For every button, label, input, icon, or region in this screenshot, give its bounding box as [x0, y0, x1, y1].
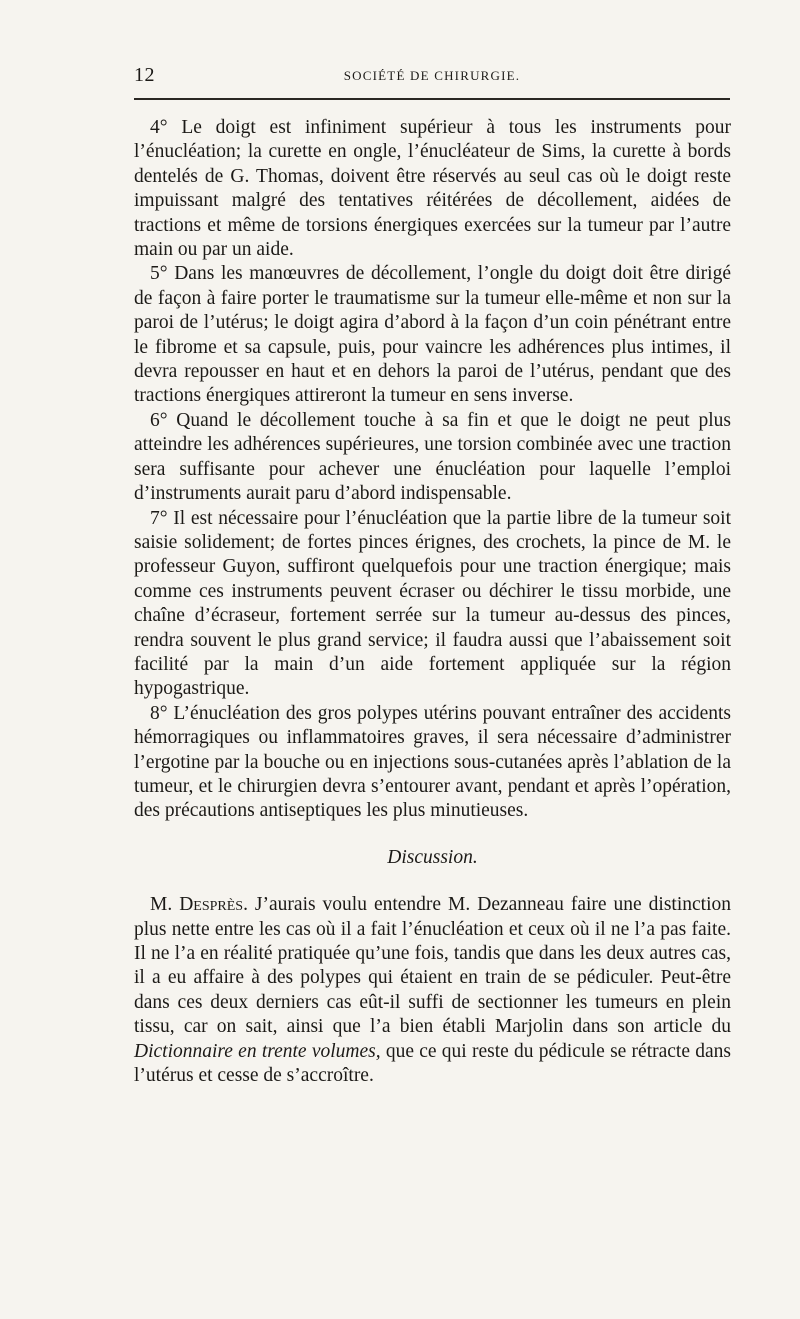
body-text — [134, 116, 731, 1088]
paragraph-point-5: 5° Dans les manœuvres de décollement, l’ongle du doigt doit être dirigé de façon à faire porter le traumatisme sur la tumeur elle-même et non sur la paroi de l’utérus; le doigt agira d’abord à la façon d’un coin pénétrant entre le fibrome et sa capsule, puis, pour vaincre les adhérences plus intimes, il devra repousser en haut et en dehors la paroi de l’utérus, pendant que des tractions énergiques attireront la tumeur en sens inverse. — [134, 263, 731, 407]
cited-work-title: Dictionnaire en trente volumes, — [134, 1040, 381, 1062]
discussion-text-part-1: J’aurais voulu entendre M. Dezanneau faire une distinction plus nette entre les cas où il a fait l’énucléation et ceux où il ne l’a pas faite. Il ne l’a en réalité pratiquée qu’une fois, tandis que dans les deux autres cas, il a eu affaire à des polypes qui étaient en train de se pédiculer. Peut-être dans ces deux derniers cas eût-il suffi de sectionner les tumeurs en plein tissu, car on sait, ainsi que l’a bien établi Marjolin dans son article du — [134, 894, 731, 1038]
header-rule — [134, 98, 730, 100]
discussion-paragraph — [134, 893, 731, 1088]
paragraph-point-8: 8° L’énucléation des gros polypes utérins pouvant entraîner des accidents hémorragiques ou inflammatoires graves, il sera nécessaire d’administrer l’ergotine par la bouche ou en injections sous-cutanées après l’ablation de la tumeur, et le chirurgien devra s’entourer avant, pendant et après l’opération, des précautions antiseptiques les plus minutieuses. — [134, 702, 731, 822]
paragraph-point-4: 4° Le doigt est infiniment supérieur à tous les instruments pour l’énucléation; la curette en ongle, l’énucléateur de Sims, la curette à bords dentelés de G. Thomas, doivent être réservés au seul cas où le doigt reste impuissant malgré des tentatives réitérées de décollement, aidées de tractions et même de torsions énergiques exercées sur la tumeur par l’autre main ou par un aide. — [134, 117, 731, 261]
discussion-heading: Discussion. — [387, 846, 478, 868]
discussion-text-part-2: que ce qui reste du pédicule se rétracte dans l’utérus et cesse de s’accroître. — [134, 1040, 731, 1087]
running-title: SOCIÉTÉ DE CHIRURGIE. — [343, 68, 521, 83]
running-head — [134, 64, 730, 88]
paragraph-point-7: 7° Il est nécessaire pour l’énucléation que la partie libre de la tumeur soit saisie solidement; de fortes pinces érignes, des crochets, la pince de M. le professeur Guyon, suffiront quelquefois pour une traction énergique; mais comme ces instruments peuvent écraser ou déchirer le tissu morbide, une chaîne d’écraseur, fortement serrée sur la tumeur au-dessus des pinces, rendra souvent le plus grand service; il faudra aussi que l’abaissement soit facilité par la main d’un aide fortement appliquée sur la région hypogastrique. — [134, 507, 731, 700]
speaker-name: M. Desprès. — [150, 894, 248, 916]
paragraph-point-6: 6° Quand le décollement touche à sa fin et que le doigt ne peut plus atteindre les adhérences supérieures, une torsion combinée avec une traction sera suffisante pour achever une énucléation pour laquelle l’emploi d’instruments aurait paru d’abord indispensable. — [134, 409, 731, 505]
page-number: 12 — [134, 64, 155, 86]
